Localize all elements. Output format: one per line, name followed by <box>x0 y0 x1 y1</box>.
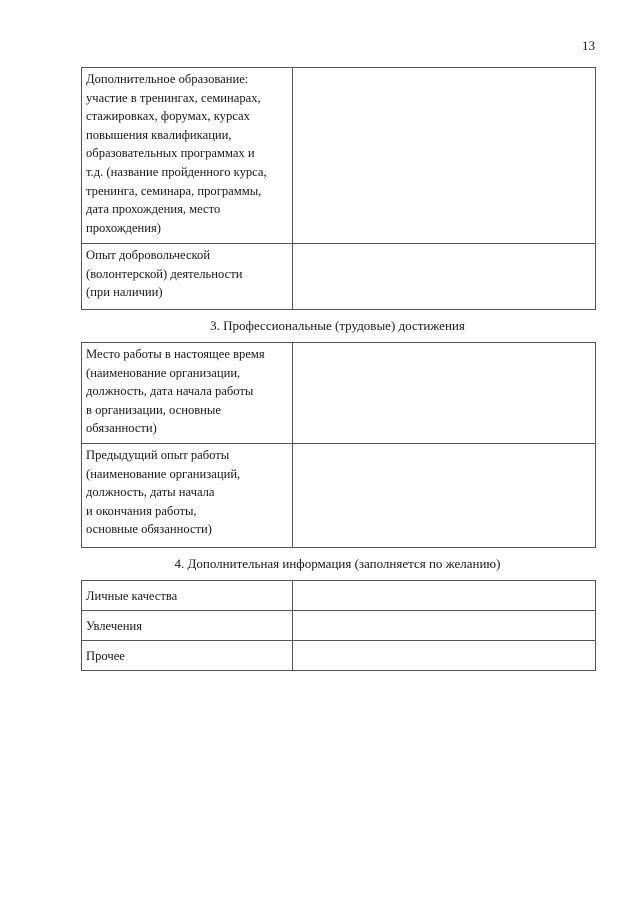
section-3-heading: 3. Профессиональные (трудовые) достижения <box>210 318 465 333</box>
label-line: Дополнительное образование: <box>86 72 249 86</box>
label-line: должность, дата начала работы <box>86 384 254 399</box>
label-line: Место работы в настоящее время <box>86 347 265 361</box>
label-line: (наименование организации, <box>86 365 241 380</box>
personal-qualities-label: Личные качества <box>82 581 293 611</box>
current-job-label <box>82 343 293 444</box>
table-row <box>82 641 596 671</box>
table-row <box>82 444 596 548</box>
additional-info-table <box>81 580 596 671</box>
label-line: в организации, основные <box>86 402 221 417</box>
volunteer-experience-field[interactable] <box>293 244 596 310</box>
label-line: прохождения) <box>86 220 161 235</box>
label-line: стажировках, форумах, курсах <box>86 109 250 124</box>
previous-experience-label <box>82 444 293 548</box>
label-line: и окончания работы, <box>86 503 197 518</box>
hobbies-field[interactable] <box>293 611 596 641</box>
hobbies-label: Увлечения <box>82 611 293 641</box>
label-line: образовательных программах и <box>86 146 255 161</box>
professional-achievements-table <box>81 342 596 548</box>
label-line: Предыдущий опыт работы <box>86 448 230 462</box>
other-field[interactable] <box>293 641 596 671</box>
table-row <box>82 581 596 611</box>
table-row <box>82 343 596 444</box>
education-volunteer-table <box>81 67 596 310</box>
label-line: (наименование организаций, <box>86 466 241 481</box>
label-line: Опыт добровольческой <box>86 248 211 262</box>
previous-experience-field[interactable] <box>293 444 596 548</box>
label-line: основные обязанности) <box>86 522 212 537</box>
label-line: тренинга, семинара, программы, <box>86 183 262 198</box>
additional-education-field[interactable] <box>293 68 596 244</box>
label-line: обязанности) <box>86 421 157 436</box>
label-line: должность, даты начала <box>86 485 215 500</box>
table-row <box>82 244 596 310</box>
label-line: (волонтерской) деятельности <box>86 266 243 281</box>
section-4-heading: 4. Дополнительная информация (заполняется по желанию) <box>174 556 501 571</box>
additional-education-label <box>82 68 293 244</box>
label-line: повышения квалификации, <box>86 127 232 142</box>
label-line: участие в тренингах, семинарах, <box>86 90 261 105</box>
label-line: дата прохождения, место <box>86 202 221 217</box>
volunteer-experience-label <box>82 244 293 310</box>
page-number: 13 <box>582 38 595 53</box>
label-line: (при наличии) <box>86 285 163 300</box>
personal-qualities-field[interactable] <box>293 581 596 611</box>
label-line: т.д. (название пройденного курса, <box>86 164 267 179</box>
current-job-field[interactable] <box>293 343 596 444</box>
other-label: Прочее <box>82 641 293 671</box>
table-row <box>82 68 596 244</box>
table-row <box>82 611 596 641</box>
